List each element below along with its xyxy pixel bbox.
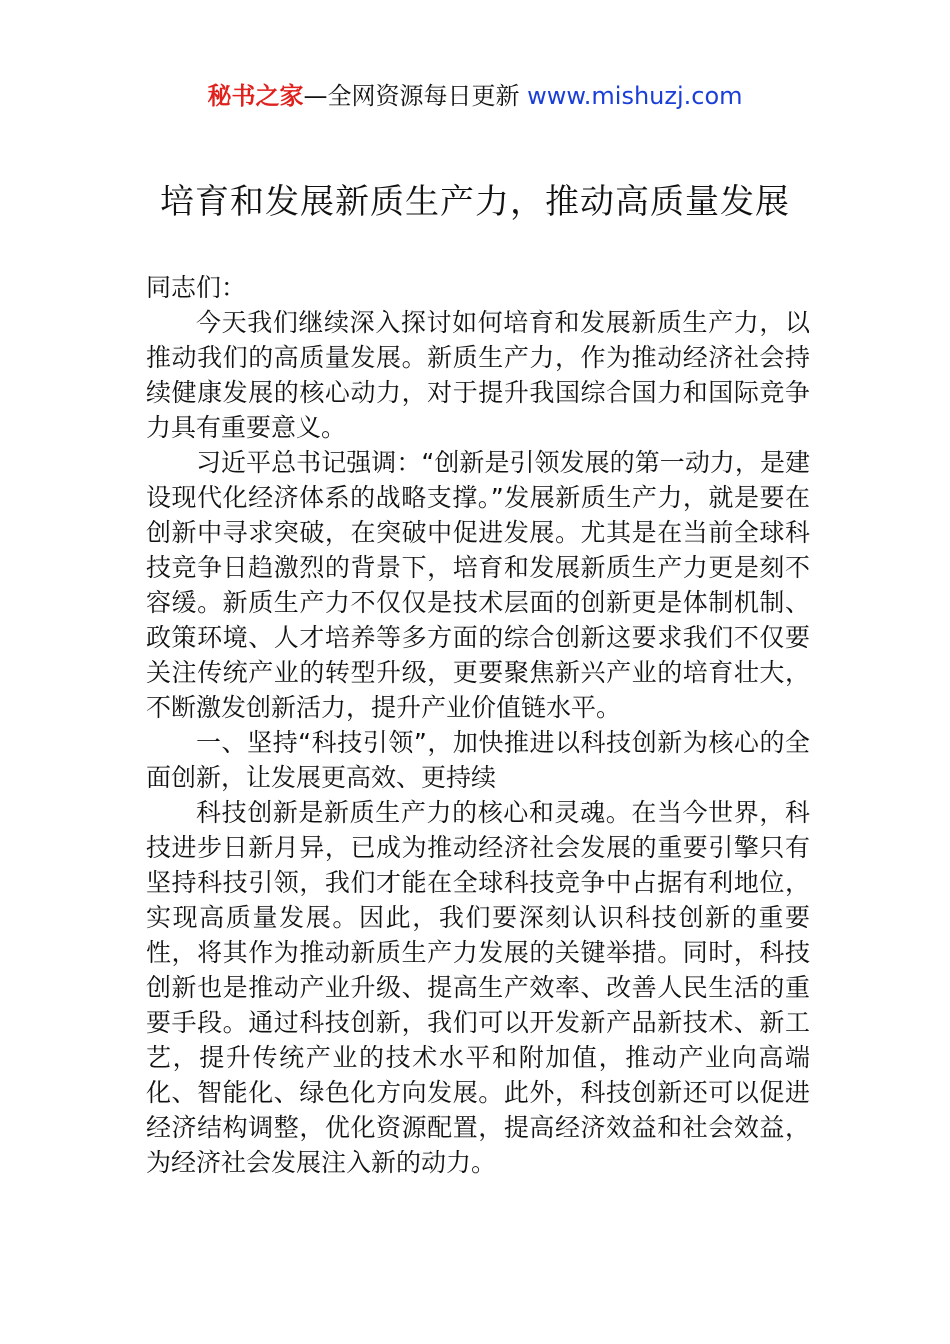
site-url-link[interactable]: www.mishuzj.com xyxy=(527,82,743,110)
site-header xyxy=(0,80,950,112)
document-body xyxy=(146,270,810,1180)
site-brand: 秘书之家 xyxy=(207,82,304,110)
salutation: 同志们： xyxy=(146,273,247,302)
site-tagline: —全网资源每日更新 xyxy=(303,82,528,110)
section-heading-1: 一、坚持“科技引领”，加快推进以科技创新为核心的全面创新，让发展更高效、更持续 xyxy=(146,728,810,792)
paragraph-intro: 今天我们继续深入探讨如何培育和发展新质生产力，以推动我们的高质量发展。新质生产力，作为推动经济社会持续健康发展的核心动力，对于提升我国综合国力和国际竞争力具有重要意义。 xyxy=(146,308,810,442)
document-title: 培育和发展新质生产力，推动高质量发展 xyxy=(160,182,790,222)
paragraph-tech-innovation: 科技创新是新质生产力的核心和灵魂。在当今世界，科技进步日新月异，已成为推动经济社会发展的重要引擎只有坚持科技引领，我们才能在全球科技竞争中占据有利地位，实现高质量发展。因此，我们要深刻认识科技创新的重要性，将其作为推动新质生产力发展的关键举措。同时，科技创新也是推动产业升级、提高生产效率、改善人民生活的重要手段。通过科技创新，我们可以开发新产品新技术、新工艺，提升传统产业的技术水平和附加值，推动产业向高端化、智能化、绿色化方向发展。此外，科技创新还可以促进经济结构调整，优化资源配置，提高经济效益和社会效益，为经济社会发展注入新的动力。 xyxy=(146,798,810,1177)
paragraph-quote: 习近平总书记强调：“创新是引领发展的第一动力，是建设现代化经济体系的战略支撑。”发展新质生产力，就是要在创新中寻求突破，在突破中促进发展。尤其是在当前全球科技竞争日趋激烈的背景下，培育和发展新质生产力更是刻不容缓。新质生产力不仅仅是技术层面的创新更是体制机制、政策环境、人才培养等多方面的综合创新这要求我们不仅要关注传统产业的转型升级，更要聚焦新兴产业的培育壮大，不断激发创新活力，提升产业价值链水平。 xyxy=(146,448,810,722)
